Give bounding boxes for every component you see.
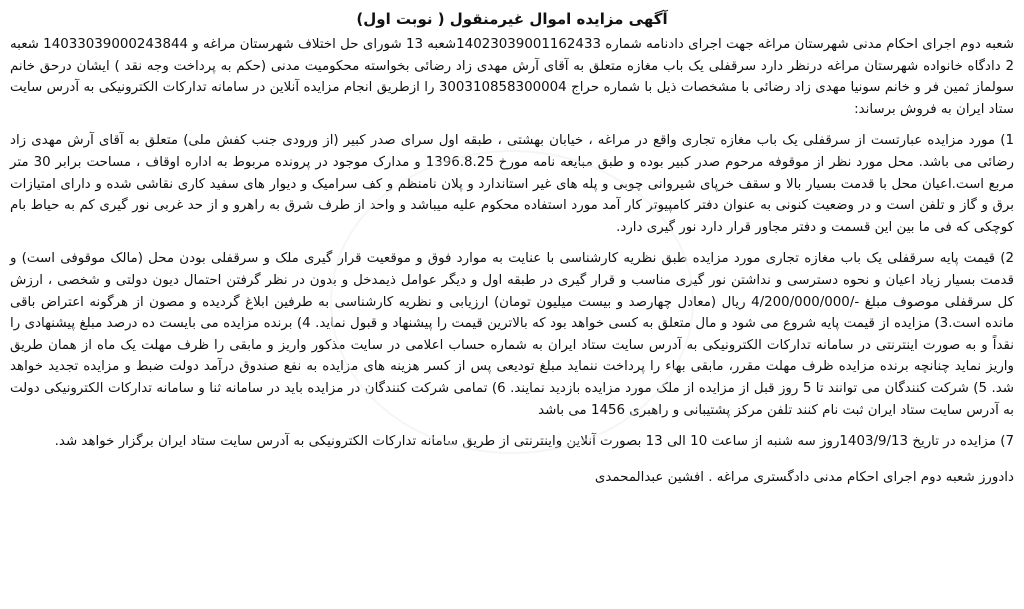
- clause-1-paragraph: 1) مورد مزایده عبارتست از سرقفلی یک باب مغازه تجاری واقع در مراغه ، خیابان بهشتی ، طبقه اول سرای صدر کبیر (از ورودی جنب کفش ملی) متعلق به آقای آرش مهدی زاد رضائی می باشد. محل مورد نظر از موقوفه مرحوم صدر کبیر بوده و طبق مبایعه نامه مورخ 1396.8.25 و مدارک موجود در پرونده مربوط به اداره اوقاف ، مساحت برابر 30 متر مربع است.اعیان محل با قدمت بسیار بالا و سقف خرپای شیروانی چوبی و پله های غیر استاندارد و پلان نامنظم و کف سرامیک و دیوار های سفید کاری نقاشی شده و دارای امتیازات برق و گاز و تلفن است و در وضعیت کنونی به عنوان دفتر کامپیوتر کار آمد مورد استفاده محکوم علیه میباشد و واحد از طرف شرق به راهرو و از حد غربی نور گیری کم به حیاط بام کوچکی که فی ما بین این قسمت و دفتر مجاور قرار دارد نور گیری دارد.: [10, 133, 1014, 235]
- notice-title: آگهی مزایده اموال غیرمنقول ( نوبت اول): [356, 10, 668, 28]
- signature: دادورز شعبه دوم اجرای احکام مدنی دادگستری مراغه . افشین عبدالمحمدی: [594, 469, 1014, 485]
- clause-7-paragraph: 7) مزایده در تاریخ 1403/9/13روز سه شنبه از ساعت 10 الی 13 بصورت آنلاین واینترنتی از طریق سامانه تدارکات الکترونیکی به آدرس سایت ستاد ایران برگزار خواهد شد.: [54, 434, 1014, 450]
- intro-paragraph: شعبه دوم اجرای احکام مدنی شهرستان مراغه جهت اجرای دادنامه شماره 14023039001162433شعبه 13 شورای حل اختلاف شهرستان مراغه و 14033039000243844 شعبه 2 دادگاه خانواده شهرستان مراغه درنظر دارد سرقفلی یک باب مغازه متعلق به آقای آرش مهدی زاد رضائی بخواسته محکومیت مدنی (حکم به پرداخت وجه نقد ) ایشان درحق خانم سولماز ثمین فر و خانم سونیا مهدی زاد رضائی با مشخصات ذیل با شماره حراج 300310858300004 را ازطریق انجام مزایده آنلاین در سامانه تدارکات الکترونیکی به آدرس سایت ستاد ایران به فروش برساند:: [10, 37, 1014, 117]
- clause-2-6-paragraph: 2) قیمت پایه سرقفلی یک باب مغازه تجاری مورد مزایده طبق نظریه کارشناسی با عنایت به موارد فوق و موقعیت قرار گیری ملک و سرقفلی بودن محل (مالک موقوفی است) و قدمت بسیار زیاد اعیان و نحوه دسترسی و نداشتن نور گیری مناسب و قرار گیری در طبقه اول و دیگر عوامل ذیمدخل و بدون در نظر گرفتن احتمال دیون دولتی و شخصی ، ارزش کل سرقفلی موصوف مبلغ -/4/200/000/000 ریال (معادل چهارصد و بیست میلیون تومان) ارزیابی و نظریه کارشناسی به طرفین ابلاغ گردیده و مصون از هرگونه اعتراض باقی مانده است.3) مزایده از قیمت پایه شروع می شود و مال متعلق به کسی خواهد بود که بالاترین قیمت را پیشنهاد و قبول نماید. 4) برنده مزایده می بایست ده درصد مبلغ پیشنهادی را نقداً و به صورت اینترنتی در سامانه تدارکات الکترونیکی به آدرس سایت ستاد ایران به شماره حساب اعلامی در سایت مذکور واریز و مابقی را ظرف مهلت یک ماه از همان طریق واریز نماید چنانچه برنده مزایده ظرف مهلت مقرر، مابقی بهاء را پرداخت ننماید مبلغ تودیعی پس از کسر هزینه های مزایده به نفع صندوق درآمد دولت ضبط و مزایده تجدید خواهد شد. 5) شرکت کنندگان می توانند تا 5 روز قبل از مزایده از ملک مورد مزایده بازدید نمایند. 6) تمامی شرکت کنندگان در مزایده باید در سامانه ثنا و سامانه تدارکات الکترونیکی دولت به آدرس سایت ستاد ایران ثبت نام کنند تلفن مرکز پشتیبانی و راهبری 1456 می باشد: [10, 251, 1015, 418]
